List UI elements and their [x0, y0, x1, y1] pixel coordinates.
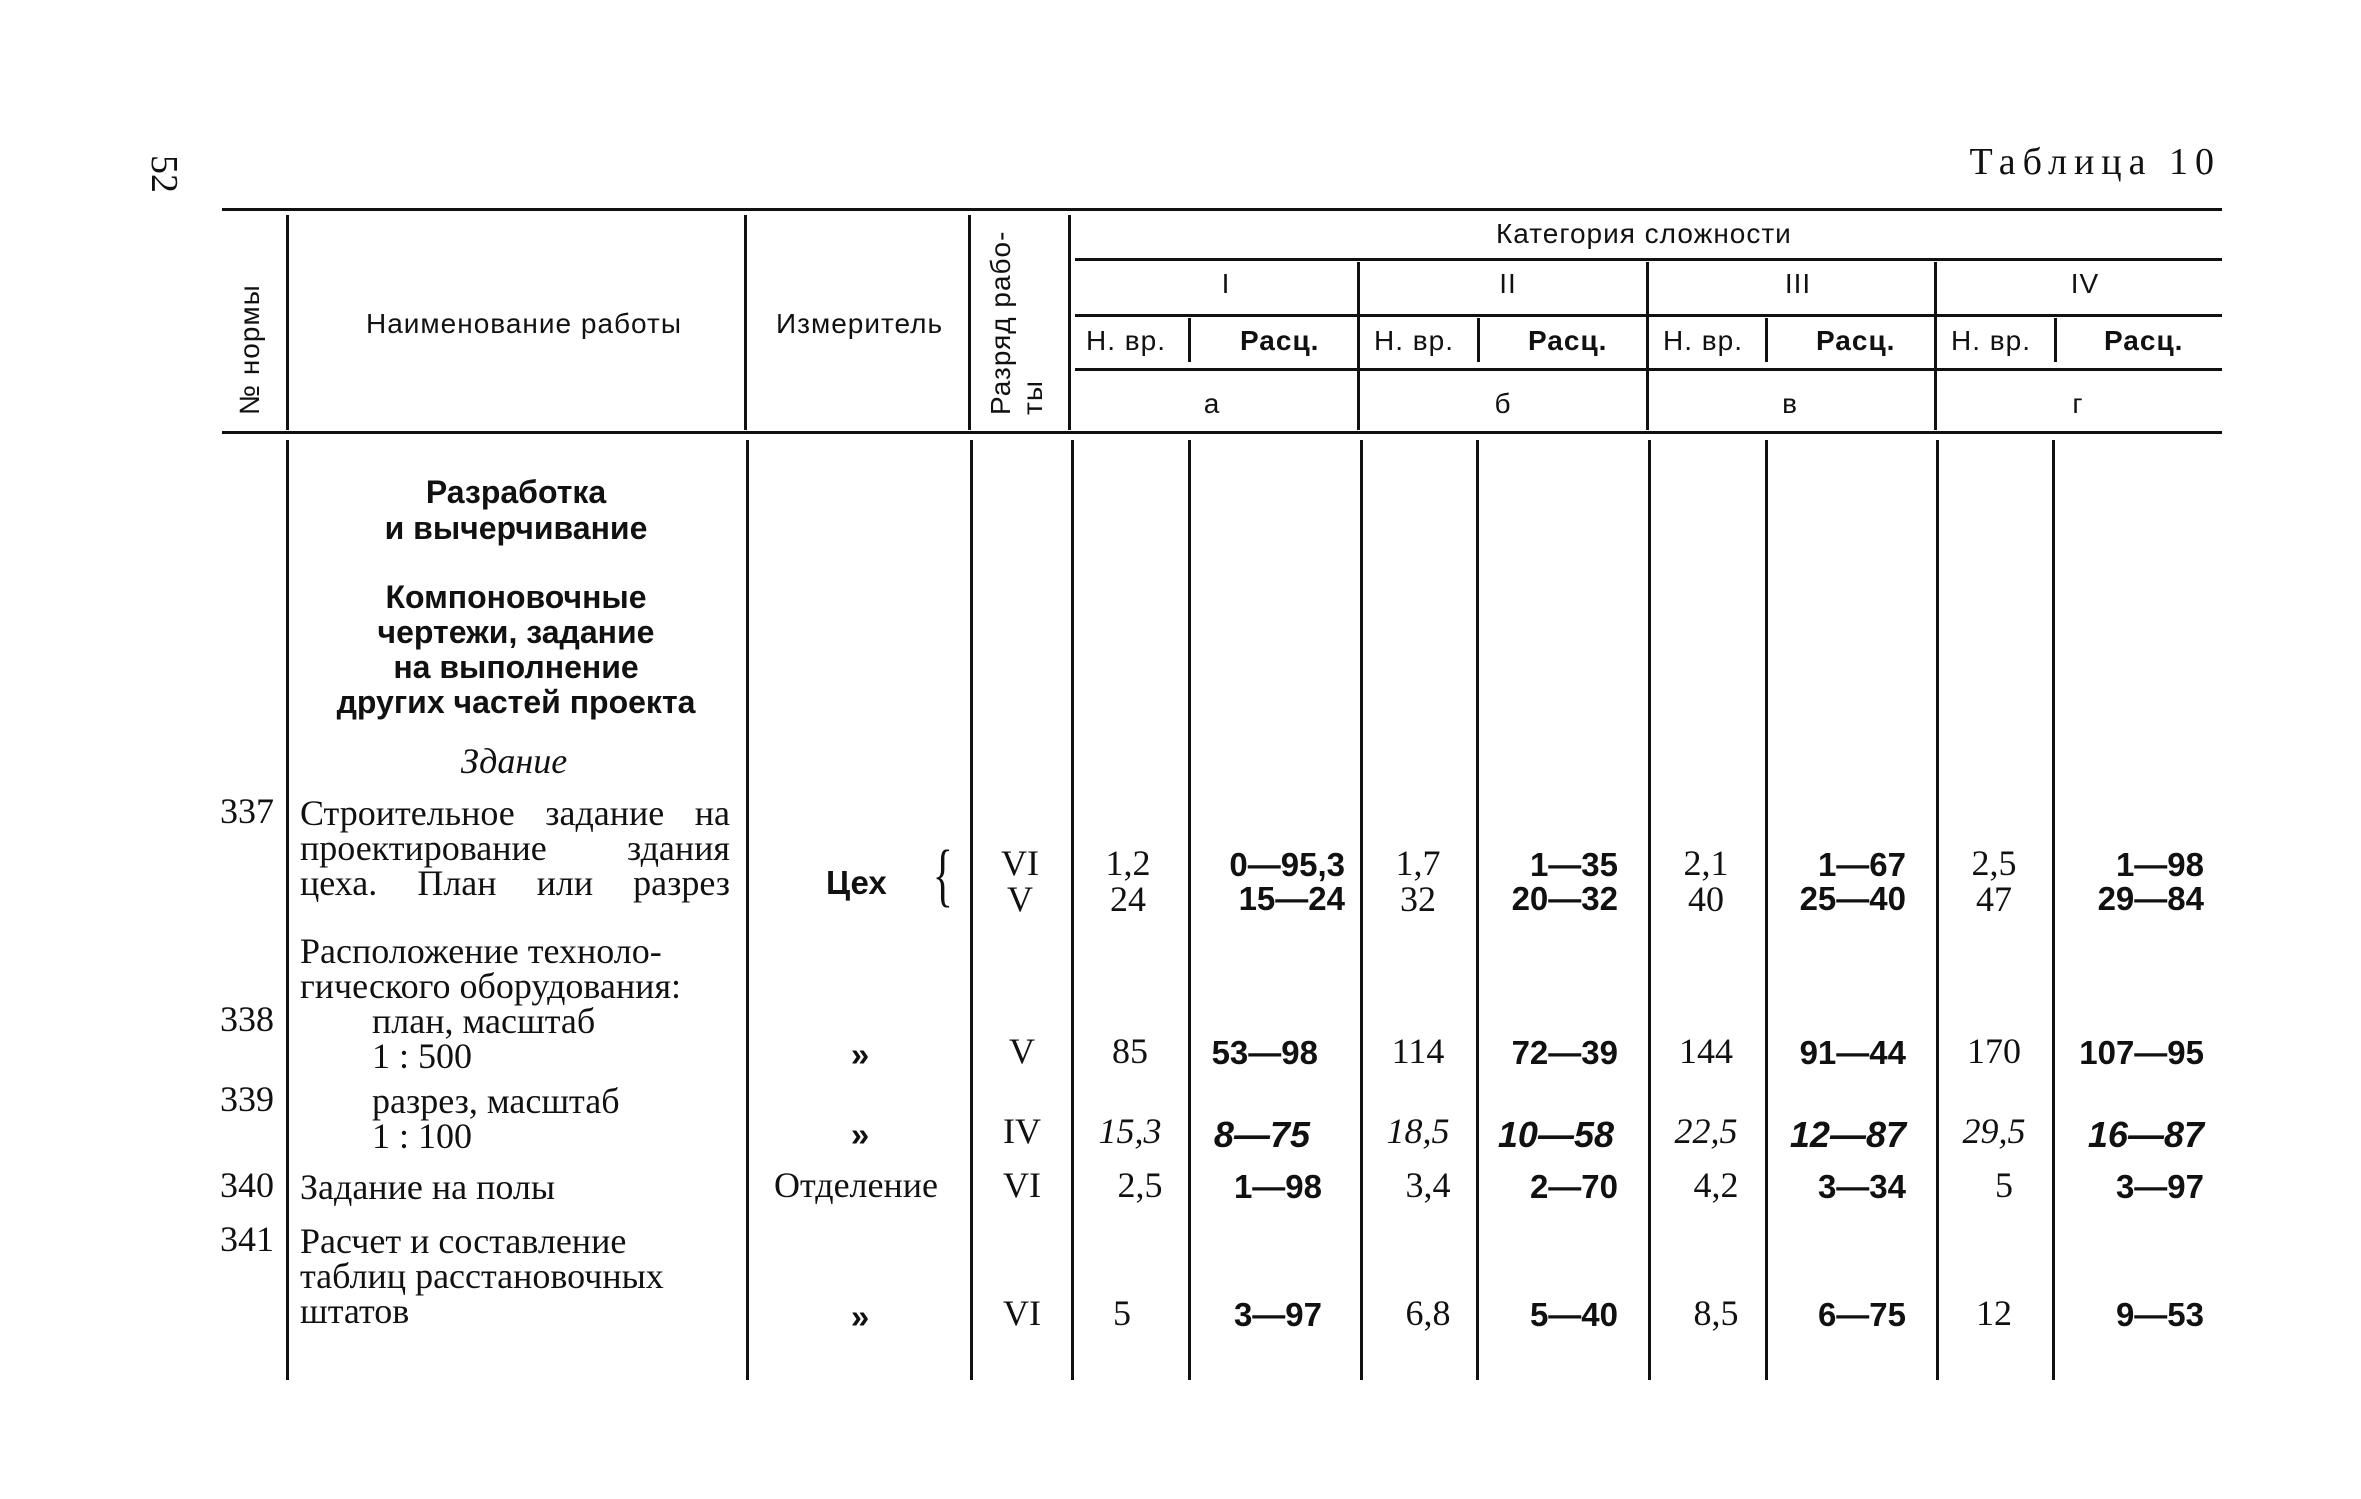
time-value: 85: [1112, 1031, 1148, 1071]
column-letter-g: г: [2072, 388, 2084, 419]
col-divider: [1071, 440, 1074, 1380]
time-value: 47: [1976, 879, 2012, 919]
time-header: Н. вр.: [1374, 325, 1455, 356]
rate-value: 2—70: [1529, 1168, 1618, 1205]
subsection-heading: Здание: [460, 741, 568, 781]
time-value: 2,5: [1971, 843, 2017, 883]
col-divider: [1188, 318, 1191, 362]
complexity-rule: [1075, 258, 2222, 261]
rate-header: Расц.: [2104, 325, 2184, 356]
header-grade: Разряд рабо- ты: [985, 230, 1048, 415]
time-value: 170: [1967, 1031, 2021, 1071]
rate-value: 53—98: [1211, 1034, 1318, 1071]
rate-value: 91—44: [1799, 1034, 1906, 1071]
rate-value: 0—95,3: [1229, 846, 1345, 883]
norm-number: 339: [220, 1079, 274, 1119]
time-header: Н. вр.: [1086, 325, 1167, 356]
rate-value: 15—24: [1238, 880, 1345, 917]
time-value: 8,5: [1693, 1293, 1739, 1333]
header-complexity: Категория сложности: [1496, 218, 1792, 249]
time-value: 22,5: [1674, 1111, 1738, 1151]
norm-number: 338: [220, 999, 274, 1039]
col-divider: [286, 440, 289, 1380]
unit-value: »: [850, 1036, 870, 1073]
page-number: 52: [143, 155, 185, 193]
col-divider: [1477, 318, 1480, 362]
col-divider: [1357, 262, 1360, 430]
rate-value: 9—53: [2115, 1296, 2204, 1333]
time-value: 114: [1391, 1031, 1445, 1071]
rate-header: Расц.: [1816, 325, 1896, 356]
col-divider: [2054, 318, 2057, 362]
rate-value: 1—98: [2115, 846, 2204, 883]
rate-header: Расц.: [1240, 325, 1320, 356]
work-description: Строительное задание на проектирование здания цеха. План или разрез: [300, 793, 730, 903]
time-value: 12: [1976, 1293, 2012, 1333]
col-divider: [1360, 440, 1363, 1380]
header-unit: Измеритель: [776, 308, 944, 339]
column-letter-b: б: [1494, 388, 1512, 419]
rate-value: 72—39: [1511, 1034, 1618, 1071]
rate-value: 1—35: [1529, 846, 1618, 883]
category-i: I: [1221, 268, 1231, 299]
table-top-rule: [222, 208, 2222, 211]
unit-value: Цех: [826, 864, 887, 901]
unit-value: Отделение: [774, 1165, 939, 1205]
work-description: разрез, масштаб 1 : 100: [372, 1081, 620, 1156]
col-divider: [1188, 440, 1191, 1380]
grade-value: IV: [1003, 1111, 1041, 1151]
col-divider: [1936, 440, 1939, 1380]
time-value: 2,1: [1683, 843, 1729, 883]
category-iii: III: [1784, 268, 1812, 299]
time-header: Н. вр.: [1663, 325, 1744, 356]
time-value: 15,3: [1098, 1111, 1162, 1151]
section-heading: Разработка и вычерчивание: [384, 474, 648, 546]
col-divider: [1934, 262, 1937, 430]
unit-value: »: [850, 1116, 870, 1153]
rate-value: 12—87: [1789, 1114, 1906, 1155]
rate-value: 1—98: [1233, 1168, 1322, 1205]
norm-number: 340: [220, 1165, 274, 1205]
time-value: 1,7: [1395, 843, 1441, 883]
rate-value: 25—40: [1799, 880, 1906, 917]
rate-value: 10—58: [1497, 1114, 1614, 1155]
time-value: 3,4: [1405, 1165, 1451, 1205]
rate-value: 3—97: [2115, 1168, 2204, 1205]
time-value: 1,2: [1105, 843, 1151, 883]
col-divider: [1068, 215, 1071, 430]
time-value: 6,8: [1405, 1293, 1451, 1333]
header-work-name: Наименование работы: [366, 308, 682, 339]
rate-value: 6—75: [1817, 1296, 1906, 1333]
col-divider: [286, 215, 289, 430]
rate-value: 16—87: [2087, 1114, 2204, 1155]
rate-header: Расц.: [1528, 325, 1608, 356]
time-value: 5: [1113, 1293, 1131, 1333]
work-description: Расчет и составление таблиц расстановочных штатов: [300, 1221, 664, 1331]
section-heading: Компоновочные чертежи, задание на выполнение других частей проекта: [336, 579, 696, 720]
work-description: Задание на полы: [300, 1167, 556, 1207]
time-value: 24: [1110, 879, 1146, 919]
rate-value: 3—97: [1233, 1296, 1322, 1333]
col-divider: [746, 440, 749, 1380]
work-description: план, масштаб 1 : 500: [372, 1001, 596, 1076]
time-value: 32: [1400, 879, 1436, 919]
col-divider: [1765, 440, 1768, 1380]
unit-value: »: [850, 1298, 870, 1335]
rate-value: 5—40: [1529, 1296, 1618, 1333]
header-bottom-rule: [222, 431, 2222, 434]
grade-value: VI: [1003, 1165, 1041, 1205]
norm-number: 337: [220, 791, 274, 831]
rate-value: 8—75: [1213, 1114, 1310, 1155]
col-divider: [1476, 440, 1479, 1380]
col-divider: [1646, 262, 1649, 430]
category-iv: IV: [2070, 268, 2100, 299]
grade-value: VI: [1001, 843, 1039, 883]
time-value: 29,5: [1962, 1111, 2026, 1151]
grade-value: VI: [1003, 1293, 1041, 1333]
time-value: 40: [1688, 879, 1724, 919]
rate-value: 107—95: [2079, 1034, 2204, 1071]
column-letter-a: а: [1203, 388, 1221, 419]
rate-value: 29—84: [2097, 880, 2204, 917]
rate-value: 3—34: [1817, 1168, 1906, 1205]
time-header: Н. вр.: [1951, 325, 2032, 356]
col-divider: [1765, 318, 1768, 362]
grade-value: V: [1009, 1031, 1035, 1071]
norm-number: 341: [220, 1219, 274, 1259]
grade-value: V: [1007, 879, 1033, 919]
time-value: 18,5: [1386, 1111, 1450, 1151]
work-description: Расположение техноло- гического оборудования:: [300, 931, 682, 1006]
rate-value: 1—67: [1817, 846, 1906, 883]
col-divider: [1648, 440, 1651, 1380]
time-value: 144: [1679, 1031, 1733, 1071]
col-divider: [970, 440, 973, 1380]
time-value: 5: [1995, 1165, 2013, 1205]
header-norm-no: № нормы: [234, 284, 265, 415]
col-divider: [968, 215, 971, 430]
category-ii: II: [1499, 268, 1517, 299]
time-value: 4,2: [1693, 1165, 1739, 1205]
brace-icon: {: [932, 837, 953, 914]
column-letter-v: в: [1782, 388, 1798, 419]
table-title: Таблица 10: [1969, 141, 2221, 183]
col-divider: [744, 215, 747, 430]
col-divider: [2052, 440, 2055, 1380]
rate-value: 20—32: [1511, 880, 1618, 917]
time-value: 2,5: [1117, 1165, 1163, 1205]
